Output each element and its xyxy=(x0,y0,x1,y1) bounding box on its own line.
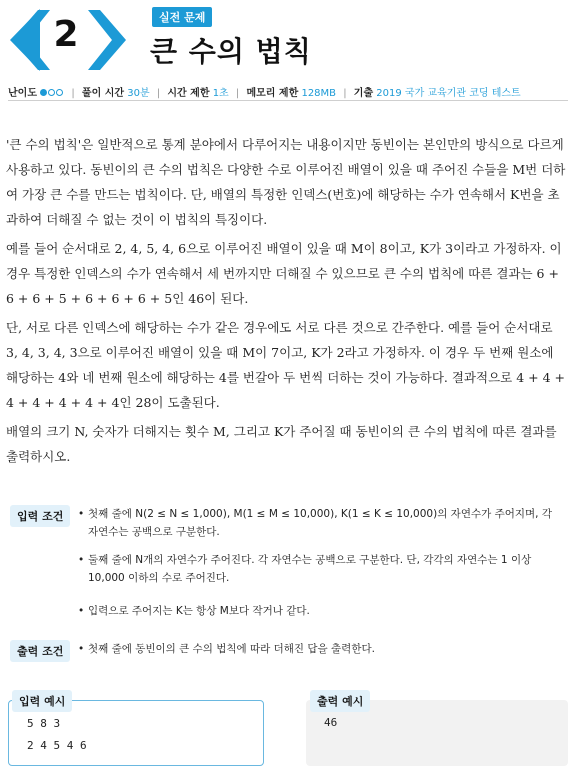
difficulty-empty-dot-icon xyxy=(56,89,63,96)
source-label: 기출 xyxy=(353,88,374,99)
section-tag: 실전 문제 xyxy=(152,7,212,27)
input-condition-item: • 둘째 줄에 N개의 자연수가 주어진다. 각 자연수는 공백으로 구분한다. 단, 각각의 자연수는 1 이상 10,000 이하의 수로 주어진다. xyxy=(78,551,562,587)
meta-divider xyxy=(8,100,568,101)
output-conditions-label: 출력 조건 xyxy=(10,640,70,662)
page-title: 큰 수의 법칙 xyxy=(150,35,312,68)
input-condition-item: • 첫째 줄에 N(2 ≤ N ≤ 1,000), M(1 ≤ M ≤ 10,000), K(1 ≤ K ≤ 10,000)의 자연수가 주어지며, 각 자연수는 공백으로 구분한다. xyxy=(78,505,562,541)
bullet-icon: • xyxy=(78,643,85,655)
time-limit-label: 시간 제한 xyxy=(167,88,210,99)
output-condition-item: • 첫째 줄에 동빈이의 큰 수의 법칙에 따라 더해진 답을 출력한다. xyxy=(78,640,562,658)
output-example-label: 출력 예시 xyxy=(310,690,370,712)
output-example-line-1: 46 xyxy=(324,716,338,729)
input-example-label: 입력 예시 xyxy=(12,690,72,712)
problem-description xyxy=(6,132,568,473)
solve-time-value: 30분 xyxy=(127,88,150,99)
difficulty-dots xyxy=(40,88,64,99)
time-limit-value: 1초 xyxy=(212,88,229,99)
output-conditions xyxy=(6,640,568,664)
solve-time-label: 풀이 시간 xyxy=(81,88,125,99)
description-paragraph-2: 예를 들어 순서대로 2, 4, 5, 4, 6으로 이루어진 배열이 있을 때 M이 8이고, K가 3이라고 가정하자. 이 경우 특정한 인덱스의 수가 연속해서 세 번까지만 더해질 수 있으므로 큰 수의 법칙에 따른 결과는 6 + 6 + 6 + 5 + 6 + 6 + 6 + 5인 46이 된다. xyxy=(6,241,562,306)
memory-limit-label: 메모리 제한 xyxy=(246,88,299,99)
difficulty-empty-dot-icon xyxy=(48,89,55,96)
input-condition-item: • 입력으로 주어지는 K는 항상 M보다 작거나 같다. xyxy=(78,602,562,620)
description-paragraph-3: 단, 서로 다른 인덱스에 해당하는 수가 같은 경우에도 서로 다른 것으로 간주한다. 예를 들어 순서대로 3, 4, 3, 4, 3으로 이루어진 배열이 있을 때 M이 7이고, K가 2라고 가정하자. 이 경우 두 번째 원소에 해당하는 4와 네 번째 원소에 해당하는 4를 번갈아 두 번씩 더하는 것이 가능하다. 결과적으로 4 + 4 + 4 + 4 + 4 + 4 + 4인 28이 도출된다. xyxy=(6,320,565,410)
bullet-icon: • xyxy=(78,508,85,520)
problem-number: 2 xyxy=(53,14,79,55)
difficulty-label: 난이도 xyxy=(8,88,37,99)
input-conditions xyxy=(6,505,568,625)
description-paragraph-1: '큰 수의 법칙'은 일반적으로 통계 분야에서 다루어지는 내용이지만 동빈이는 본인만의 방식으로 다르게 사용하고 있다. 동빈이의 큰 수의 법칙은 다양한 수로 이루어진 배열이 있을 때 주어진 수들을 M번 더하여 가장 큰 수를 만드는 법칙이다. 단, 배열의 특정한 인덱스(번호)에 해당하는 수가 연속해서 K번을 초과하여 더해질 수 없는 것이 이 법칙의 특징이다. xyxy=(6,137,566,227)
description-paragraph-4: 배열의 크기 N, 숫자가 더해지는 횟수 M, 그리고 K가 주어질 때 동빈이의 큰 수의 법칙에 따른 결과를 출력하시오. xyxy=(6,424,557,464)
source-value: 2019 국가 교육기관 코딩 테스트 xyxy=(376,88,521,99)
output-example xyxy=(306,690,568,766)
input-example xyxy=(8,690,264,766)
input-conditions-label: 입력 조건 xyxy=(10,505,70,527)
bullet-icon: • xyxy=(78,554,85,566)
problem-header xyxy=(0,0,576,80)
input-example-line-2: 2 4 5 4 6 xyxy=(27,739,87,752)
problem-meta: 난이도 | 풀이 시간 30분 | 시간 제한 1초 | 메모리 제한 128MB | 기출 2019 국가 교육기관 코딩 테스트 xyxy=(8,88,521,99)
bullet-icon: • xyxy=(78,605,85,617)
input-example-line-1: 5 8 3 xyxy=(27,717,61,730)
memory-limit-value: 128MB xyxy=(301,88,337,99)
badge-right-arrow-shape xyxy=(88,10,126,70)
difficulty-filled-dot-icon xyxy=(40,89,47,96)
